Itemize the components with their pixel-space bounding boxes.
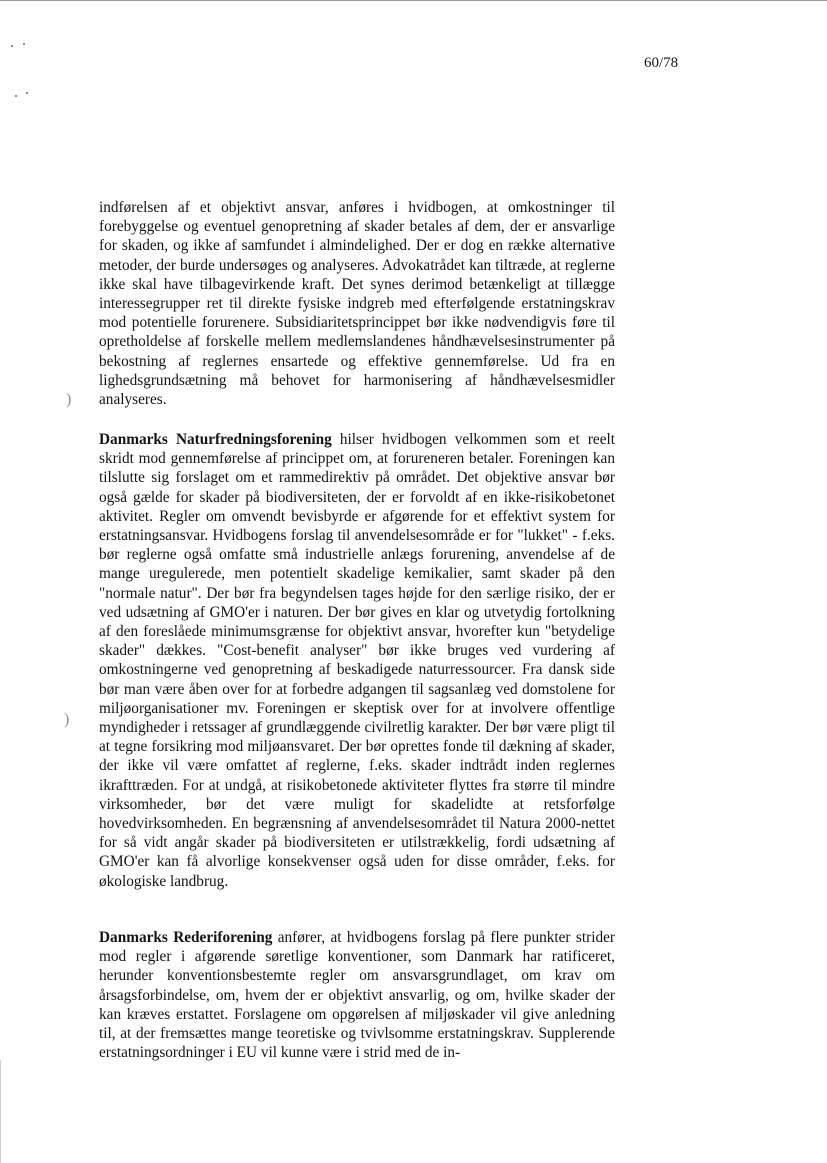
rederi-section (99, 928, 615, 1062)
page-number: 60/78 (644, 55, 679, 71)
intro-paragraph-block (99, 198, 615, 409)
naturfredning-section (99, 430, 615, 891)
rederi-text: anfører, at hvidbogens forslag på flere punkter strider mod regler i afgørende søretlige konventioner, som Danmark har ratificeret, herunder konventionsbestemte regler om ansvarsgrundlaget, om krav om årsagsforbindelse, om, hvem der er objektivt ansvarlig, og om, hvilke skader der kan kræves erstattet. Forslagene om opgørelsen af miljøskader vil give anledning til, at der fremsættes mange teoretiske og tvivlsomme erstatningskrav. Supplerende erstatningsordninger i EU vil kunne være i strid med de in- (99, 929, 615, 1062)
scan-speck (15, 95, 17, 97)
scan-speck (26, 92, 28, 94)
scan-top-edge (0, 0, 827, 1)
intro-paragraph: indførelsen af et objektivt ansvar, anføres i hvidbogen, at omkostninger til forebyggelse og eventuel genopretning af skader betales af dem, der er ansvarlige for skaden, og ikke af samfundet i almindelighed. Der er dog en række alternative metoder, der burde undersøges og analyseres. Advokatrådet kan tiltræde, at reglerne ikke skal have tilbagevirkende kraft. Det synes derimod betænkeligt at tillægge interessegrupper ret til direkte fysiske indgreb med efterfølgende erstatningskrav mod potentielle forurenere. Subsidiaritetsprincippet bør ikke nødvendigvis føre til opretholdelse af forskelle mellem medlemslandenes håndhævelsesinstrumenter på bekostning af reglernes ensartede og effektive gennemførelse. Ud fra en lighedsgrundsætning må behovet for harmonisering af håndhævelsesmidler analyseres. (99, 199, 615, 409)
scan-side-edge (0, 1060, 1, 1163)
scan-speck (11, 45, 13, 47)
org-name-rederi: Danmarks Rederiforening (99, 929, 273, 946)
binder-hole-mark: ) (64, 711, 70, 728)
scan-speck (23, 43, 25, 45)
org-name-naturfredning: Danmarks Naturfredningsforening (99, 431, 332, 448)
binder-hole-mark: ) (66, 391, 72, 408)
naturfredning-paragraph (99, 430, 615, 891)
rederi-paragraph (99, 928, 615, 1062)
naturfredning-text: hilser hvidbogen velkommen som et reelt skridt mod gennemførelse af princippet om, at forureneren betaler. Foreningen kan tilslutte sig forslaget om et rammedirektiv på området. Det objektive ansvar bør også gælde for skader på biodiversiteten, der er forvoldt af en ikke-risikobetonet aktivitet. Regler om omvendt bevisbyrde er afgørende for et effektivt system for erstatningsansvar. Hvidbogens forslag til anvendelsesområde er for "lukket" - f.eks. bør reglerne også omfatte små industrielle anlægs forurening, anvendelse af de mange uregulerede, men potentielt skadelige kemikalier, samt skader på den "normale natur". Der bør fra begyndelsen tages højde for den særlige risiko, der er ved udsætning af GMO'er i naturen. Der bør gives en klar og utvetydig fortolkning af den foreslåede minimumsgrænse for objektivt ansvar, hvorefter kun "betydelige skader" dækkes. "Cost-benefit analyser" bør ikke bruges ved vurdering af omkostningerne ved genopretning af beskadigede naturressourcer. Fra dansk side bør man være åben over for at forbedre adgangen til sagsanlæg ved domstolene for miljøorganisationer mv. Foreningen er skeptisk over for at involvere offentlige myndigheder i retssager af grundlæggende civilretlig karakter. Der bør være pligt til at tegne forsikring mod miljøansvaret. Der bør oprettes fonde til dækning af skader, der ikke vil være omfattet af reglerne, f.eks. skader indtrådt inden reglernes ikrafttræden. For at undgå, at risikobetonede aktiviteter flyttes fra større til mindre virksomheder, bør det være muligt for skadelidte at retsforfølge hovedvirksomheden. En begrænsning af anvendelsesområdet til Natura 2000-nettet for så vidt angår skader på biodiversiteten er utilstrækkelig, fordi udsætning af GMO'er kan få alvorlige konsekvenser også uden for disse områder, f.eks. for økologiske landbrug. (99, 431, 615, 890)
